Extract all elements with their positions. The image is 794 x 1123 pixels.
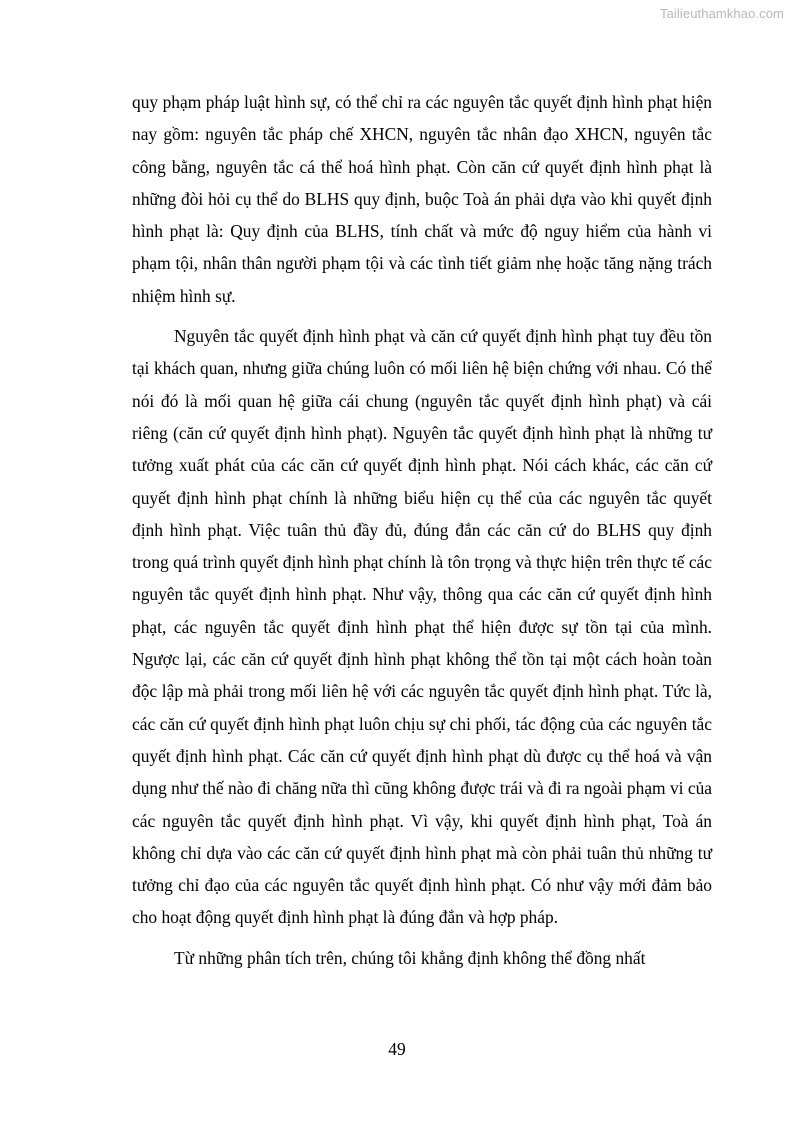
paragraph-principles-relation: Nguyên tắc quyết định hình phạt và căn cứ quyết định hình phạt tuy đều tồn tại khách quan, nhưng giữa chúng luôn có mối liên hệ biện chứng với nhau. Có thể nói đó là mối quan hệ giữa cái chung (nguyên tắc quyết định hình phạt) và cái riêng (căn cứ quyết định hình phạt). Nguyên tắc quyết định hình phạt là những tư tưởng xuất phát của các căn cứ quyết định hình phạt. Nói cách khác, các căn cứ quyết định hình phạt chính là những biểu hiện cụ thể của các nguyên tắc quyết định hình phạt. Việc tuân thủ đầy đủ, đúng đắn các căn cứ do BLHS quy định trong quá trình quyết định hình phạt chính là tôn trọng và thực hiện trên thực tế các nguyên tắc quyết định hình phạt. Như vậy, thông qua các căn cứ quyết định hình phạt, các nguyên tắc quyết định hình phạt thể hiện được sự tồn tại của mình. Ngược lại, các căn cứ quyết định hình phạt không thể tồn tại một cách hoàn toàn độc lập mà phải trong mối liên hệ với các nguyên tắc quyết định hình phạt. Tức là, các căn cứ quyết định hình phạt luôn chịu sự chi phối, tác động của các nguyên tắc quyết định hình phạt. Các căn cứ quyết định hình phạt dù được cụ thể hoá và vận dụng như thế nào đi chăng nữa thì cũng không được trái và đi ra ngoài phạm vi của các nguyên tắc quyết định hình phạt. Vì vậy, khi quyết định hình phạt, Toà án không chỉ dựa vào các căn cứ quyết định hình phạt mà còn phải tuân thủ những tư tưởng chỉ đạo của các nguyên tắc quyết định hình phạt. Có như vậy mới đảm bảo cho hoạt động quyết định hình phạt là đúng đắn và hợp pháp. (132, 326, 712, 928)
page-number: 49 (388, 1039, 406, 1059)
paragraph-conclusion-start: Từ những phân tích trên, chúng tôi khẳng định không thể đồng nhất (174, 947, 646, 968)
paragraph-continued: quy phạm pháp luật hình sự, có thể chỉ ra các nguyên tắc quyết định hình phạt hiện nay gồm: nguyên tắc pháp chế XHCN, nguyên tắc nhân đạo XHCN, nguyên tắc công bằng, nguyên tắc cá thể hoá hình phạt. Còn căn cứ quyết định hình phạt là những đòi hỏi cụ thể do BLHS quy định, buộc Toà án phải dựa vào khi quyết định hình phạt là: Quy định của BLHS, tính chất và mức độ nguy hiểm của hành vi phạm tội, nhân thân người phạm tội và các tình tiết giảm nhẹ hoặc tăng nặng trách nhiệm hình sự. (132, 92, 712, 306)
document-body (132, 86, 712, 974)
watermark-text: Tailieuthamkhao.com (659, 6, 784, 21)
